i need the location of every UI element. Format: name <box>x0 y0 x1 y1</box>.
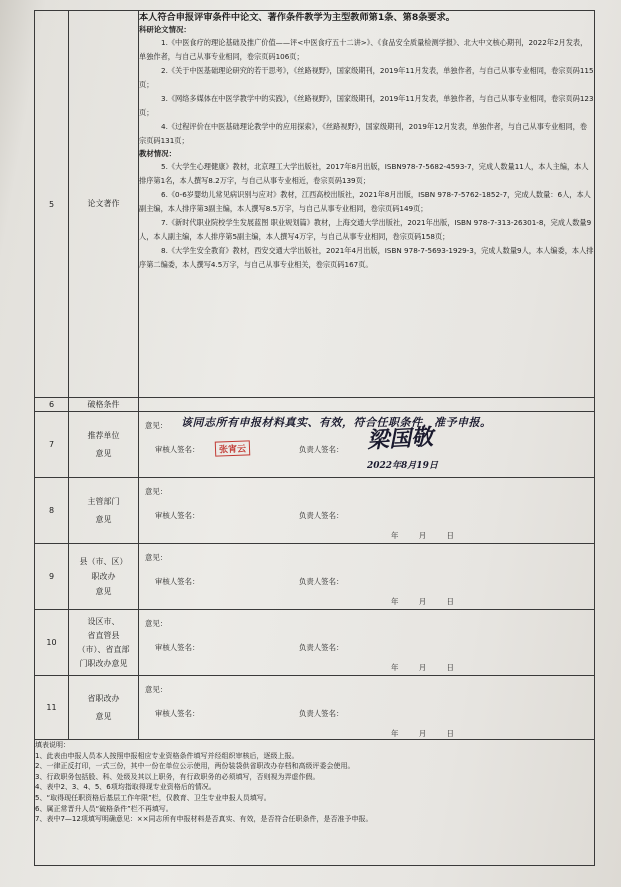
paper-entry: 4.《过程评价在中医基础理论教学中的应用探索》，《丝路视野》，国家级期刊，2019年12月发表，单独作者，与自己从事专业相同，卷宗页码131页； <box>139 122 588 145</box>
form-instructions <box>35 740 595 866</box>
paper-entry: 3.《网络多媒体在中医学教学中的实践》，《丝路视野》，国家级期刊，2019年11月发表，单独作者，与自己从事专业相同，卷宗页码123页； <box>139 94 594 117</box>
row-number: 5 <box>35 11 69 398</box>
row-number: 6 <box>35 398 69 412</box>
row-number: 11 <box>35 676 69 740</box>
books-subtitle: 教材情况： <box>139 149 176 158</box>
instruction-item: 2、一律正反打印，一式三份，其中一份在单位公示使用，两份装袋供省职改办存档和高级评委会使用。 <box>35 762 355 771</box>
instruction-item: 3、行政职务包括股、科、处级及其以上职务，有行政职务的必须填写，否则视为弄虚作假。 <box>35 772 320 781</box>
category-line: 主管部门 <box>87 496 120 506</box>
opinion-label: 意见： <box>145 685 168 694</box>
leader-signature-label: 负责人签名： <box>299 643 344 652</box>
reviewer-signature-label: 审核人签名： <box>155 643 200 652</box>
book-entry: 5.《大学生心理健康》教材，北京理工大学出版社，2017年8月出版，ISBN978-7-5682-4593-7，完成人数量11人，本人主编，本人排序第1名，本人撰写8.2万字，与自己从事专业相近，卷宗页码139页； <box>139 162 589 185</box>
paper-entry: 1.《中医食疗的理论基础及推广价值——评<中医食疗五十二讲>》、《食品安全质量检测学报》、北大中文核心期刊，2022年2月发表，单独作者，与自己从事专业相同，卷宗页码106页； <box>139 38 588 61</box>
row-exception <box>35 398 595 412</box>
row-category: 论文著作 <box>69 11 139 398</box>
papers-heading: 本人符合申报评审条件中论文、著作条件教学为主型教师第1条、第8条要求。 <box>139 12 455 23</box>
row-category <box>69 610 139 676</box>
county-opinion-cell <box>139 544 595 610</box>
row-category <box>69 544 139 610</box>
paper-entry: 2.《关于中医基础理论研究的若干思考》，《丝路视野》，国家级期刊，2019年11月发表，单独作者，与自己从事专业相同，卷宗页码115页； <box>139 66 594 89</box>
instruction-item: 7、表中7—12项填写明确意见：××同志所有申报材料是否真实、有效，是否符合任职条件，是否准予申报。 <box>35 815 373 824</box>
opinion-label: 意见： <box>145 421 168 430</box>
category-line: 推荐单位 <box>87 430 120 440</box>
city-opinion-cell <box>139 610 595 676</box>
category-line: 意见 <box>95 448 112 458</box>
leader-signature-label: 负责人签名： <box>299 709 344 718</box>
book-entry: 6.《0-6岁婴幼儿常见病识别与应对》教材，江西高校出版社，2021年8月出版，ISBN 978-7-5762-1852-7，完成人数量：6人，本人副主编，本人排序第3副主编，本人撰写8.5万字，与自己从事专业相同，卷宗页码149页； <box>139 190 591 213</box>
reviewer-signature-label: 审核人签名： <box>155 577 200 586</box>
opinion-label: 意见： <box>145 619 168 628</box>
leader-signature-label: 负责人签名： <box>299 577 344 586</box>
instruction-item: 5、“取得现任职资格后基层工作年限”栏，仅教育、卫生专业申报人员填写。 <box>35 793 271 802</box>
reviewer-signature-label: 审核人签名： <box>155 445 200 454</box>
category-line: 职改办 <box>91 572 116 581</box>
instruction-item: 4、表中2、3、4、5、6项均指取得现专业资格后的情况。 <box>35 783 216 792</box>
reviewer-signature-label: 审核人签名： <box>155 511 200 520</box>
book-entry: 7.《新时代职业院校学生发展蓝图 职业规划篇》教材，上海交通大学出版社，2021年出版，ISBN 978-7-313-26301-8，完成人数量9人，本人副主编，本人排序第5副主编，本人撰写4万字，与自己从事专业相同，卷宗页码158页； <box>139 218 592 241</box>
category-line: （市）、省直部 <box>77 644 130 654</box>
supervisor-opinion-cell <box>139 478 595 544</box>
book-entry: 8.《大学生安全教育》教材，西安交通大学出版社，2021年4月出版，ISBN 978-7-5693-1929-3，完成人数量9人，本人编委，本人排序第二编委，本人撰写4.5万字，与自己从事专业相关，卷宗页码167页。 <box>139 246 594 269</box>
exception-content <box>139 398 595 412</box>
papers-subtitle: 科研论文情况： <box>139 25 191 34</box>
leader-signature-label: 负责人签名： <box>299 445 344 454</box>
row-supervisor <box>35 478 595 544</box>
evaluation-form-table <box>34 10 595 866</box>
category-line: 设区市、 <box>87 616 120 626</box>
handwritten-opinion: 该同志所有申报材料真实、有效，符合任职条件，准予申报。 <box>181 416 492 429</box>
row-number: 7 <box>35 412 69 478</box>
handwritten-date: 2022年8月19日 <box>367 461 438 471</box>
instruction-item: 6、属正常晋升人员“破格条件”栏不再填写。 <box>35 804 173 813</box>
row-city <box>35 610 595 676</box>
category-line: 省直管县 <box>87 630 120 640</box>
reviewer-name-stamp: 张宵云 <box>215 440 251 456</box>
date-placeholder: 年 月 日 <box>391 663 454 672</box>
instruction-title: 填表说明： <box>35 741 70 749</box>
opinion-label: 意见： <box>145 553 168 562</box>
row-category <box>69 412 139 478</box>
date-placeholder: 年 月 日 <box>391 597 454 606</box>
province-opinion-cell <box>139 676 595 740</box>
instruction-item: 1、此表由申报人员本人按照申报相应专业资格条件填写并经组织审核后，逐级上报。 <box>35 751 299 760</box>
category-line: 意见 <box>95 587 112 596</box>
category-line: 县（市、区） <box>79 557 128 566</box>
date-placeholder: 年 月 日 <box>391 729 454 738</box>
category-line: 意见 <box>95 711 112 721</box>
row-county <box>35 544 595 610</box>
row-recommend-unit <box>35 412 595 478</box>
row-province <box>35 676 595 740</box>
category-line: 省职改办 <box>87 693 120 703</box>
leader-handwritten-signature: 梁国敬 <box>366 424 434 454</box>
row-category <box>69 478 139 544</box>
category-line: 门职改办意见 <box>79 658 128 668</box>
papers-books-content <box>139 11 595 398</box>
row-instructions <box>35 740 595 866</box>
leader-signature-label: 负责人签名： <box>299 511 344 520</box>
row-category <box>69 676 139 740</box>
row-category: 破格条件 <box>69 398 139 412</box>
row-papers-books <box>35 11 595 398</box>
opinion-label: 意见： <box>145 487 168 496</box>
reviewer-signature-label: 审核人签名： <box>155 709 200 718</box>
category-line: 意见 <box>95 514 112 524</box>
recommend-opinion-cell <box>139 412 595 478</box>
date-placeholder: 年 月 日 <box>391 531 454 540</box>
row-number: 9 <box>35 544 69 610</box>
row-number: 10 <box>35 610 69 676</box>
row-number: 8 <box>35 478 69 544</box>
